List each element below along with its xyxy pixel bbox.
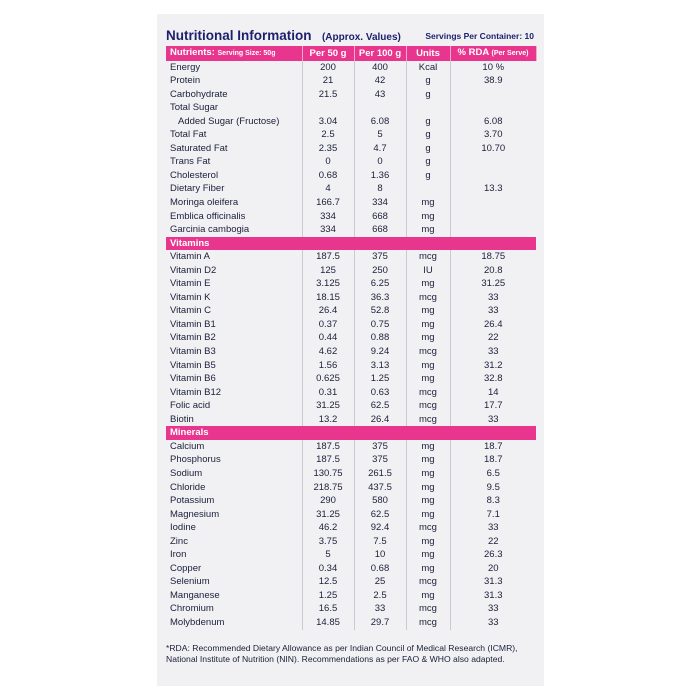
table-row bbox=[166, 250, 536, 264]
per50-value: 218.75 bbox=[302, 481, 354, 495]
table-row bbox=[166, 331, 536, 345]
unit-value: mg bbox=[406, 223, 450, 237]
table-row bbox=[166, 494, 536, 508]
header-rda-note: (Per Serve) bbox=[491, 50, 529, 57]
nutrient-name: Protein bbox=[166, 74, 302, 88]
nutrient-name: Potassium bbox=[166, 494, 302, 508]
table-row bbox=[166, 372, 536, 386]
unit-value: mg bbox=[406, 359, 450, 373]
rda-value: 22 bbox=[487, 332, 499, 344]
rda-value: 13.3 bbox=[484, 183, 503, 195]
rda-value: 38.9 bbox=[484, 75, 503, 87]
unit-value: mg bbox=[406, 453, 450, 467]
nutrient-name: Cholesterol bbox=[166, 169, 302, 183]
header-nutrients-label: Nutrients: bbox=[170, 47, 215, 58]
per50-value: 16.5 bbox=[302, 602, 354, 616]
per50-value: 0.44 bbox=[302, 331, 354, 345]
rda-value: 20 bbox=[487, 562, 499, 574]
rda-value: 33 bbox=[487, 305, 499, 317]
nutrient-name: Selenium bbox=[166, 575, 302, 589]
per50-value: 46.2 bbox=[302, 521, 354, 535]
table-row bbox=[166, 142, 536, 156]
nutrient-name: Chloride bbox=[166, 481, 302, 495]
unit-value: mg bbox=[406, 508, 450, 522]
unit-value: g bbox=[406, 169, 450, 183]
per50-value: 3.125 bbox=[302, 277, 354, 291]
nutrient-name: Trans Fat bbox=[166, 155, 302, 169]
footnote: *RDA: Recommended Dietary Allowance as per Indian Council of Medical Research (ICMR), National Institute of Nutrition (NIN). Recommendations as per FAO & WHO also adapted. bbox=[166, 643, 518, 664]
per50-value: 0.31 bbox=[302, 386, 354, 400]
per50-value: 334 bbox=[302, 223, 354, 237]
table-row bbox=[166, 589, 536, 603]
table-row bbox=[166, 264, 536, 278]
per50-value: 130.75 bbox=[302, 467, 354, 481]
unit-value: mcg bbox=[406, 250, 450, 264]
nutrient-name: Calcium bbox=[166, 440, 302, 454]
unit-value: mcg bbox=[406, 386, 450, 400]
nutrient-name: Molybdenum bbox=[166, 616, 302, 630]
nutrient-name: Vitamin B6 bbox=[166, 372, 302, 386]
rda-value: 33 bbox=[487, 616, 499, 628]
rda-value: 18.7 bbox=[484, 454, 503, 466]
unit-value bbox=[406, 182, 450, 196]
header-per100: Per 100 g bbox=[354, 46, 406, 61]
rda-value: 17.7 bbox=[484, 400, 503, 412]
per50-value: 31.25 bbox=[302, 508, 354, 522]
nutrient-name: Copper bbox=[166, 562, 302, 576]
rda-value: 31.2 bbox=[484, 359, 503, 371]
per100-value: 33 bbox=[354, 602, 406, 616]
rda-value bbox=[450, 210, 536, 224]
per100-value: 26.4 bbox=[354, 413, 406, 427]
nutrient-name: Total Fat bbox=[166, 128, 302, 142]
unit-value: mg bbox=[406, 494, 450, 508]
per50-value: 1.25 bbox=[302, 589, 354, 603]
rda-value: 10.70 bbox=[481, 142, 506, 154]
unit-value: g bbox=[406, 74, 450, 88]
table-row bbox=[166, 399, 536, 413]
nutrient-name: Vitamin B3 bbox=[166, 345, 302, 359]
per50-value: 3.75 bbox=[302, 535, 354, 549]
table-row bbox=[166, 535, 536, 549]
nutrient-name: Iodine bbox=[166, 521, 302, 535]
per50-value: 5 bbox=[302, 548, 354, 562]
rda-value: 18.7 bbox=[484, 440, 503, 452]
nutrient-name: Carbohydrate bbox=[166, 88, 302, 102]
per50-value: 125 bbox=[302, 264, 354, 278]
table-row bbox=[166, 61, 536, 75]
rda-value: 33 bbox=[487, 522, 499, 534]
per50-value: 18.15 bbox=[302, 291, 354, 305]
per100-value: 400 bbox=[354, 61, 406, 75]
unit-value: mg bbox=[406, 589, 450, 603]
nutrient-name: Energy bbox=[166, 61, 302, 75]
per100-value: 580 bbox=[354, 494, 406, 508]
table-row bbox=[166, 128, 536, 142]
per100-value bbox=[354, 101, 406, 115]
rda-value: 7.1 bbox=[486, 508, 500, 520]
per50-value: 13.2 bbox=[302, 413, 354, 427]
header-rda-label: % RDA bbox=[457, 47, 489, 58]
table-row bbox=[166, 115, 536, 129]
unit-value: mg bbox=[406, 196, 450, 210]
table-row bbox=[166, 548, 536, 562]
nutrient-name: Moringa oleifera bbox=[166, 196, 302, 210]
unit-value: mcg bbox=[406, 602, 450, 616]
rda-value bbox=[450, 88, 536, 102]
unit-value: IU bbox=[406, 264, 450, 278]
rda-value bbox=[450, 101, 536, 115]
header-serving-size: Serving Size: 50g bbox=[217, 50, 276, 57]
nutrient-name: Vitamin B12 bbox=[166, 386, 302, 400]
rda-value: 26.3 bbox=[484, 549, 503, 561]
per50-value: 21 bbox=[302, 74, 354, 88]
nutrient-name: Vitamin A bbox=[166, 250, 302, 264]
rda-value: 33 bbox=[487, 413, 499, 425]
per100-value: 668 bbox=[354, 210, 406, 224]
unit-value: mg bbox=[406, 210, 450, 224]
nutrient-name: Garcinia cambogia bbox=[166, 223, 302, 237]
per100-value: 7.5 bbox=[354, 535, 406, 549]
rda-value: 33 bbox=[487, 603, 499, 615]
unit-value: g bbox=[406, 142, 450, 156]
per100-value: 9.24 bbox=[354, 345, 406, 359]
table-row bbox=[166, 101, 536, 115]
table-header-row bbox=[166, 46, 536, 61]
per100-value: 1.25 bbox=[354, 372, 406, 386]
per50-value: 0 bbox=[302, 155, 354, 169]
unit-value: Kcal bbox=[406, 61, 450, 75]
per100-value: 0.88 bbox=[354, 331, 406, 345]
per50-value: 1.56 bbox=[302, 359, 354, 373]
unit-value bbox=[406, 101, 450, 115]
table-row bbox=[166, 562, 536, 576]
per50-value: 0.625 bbox=[302, 372, 354, 386]
nutrient-name: Zinc bbox=[166, 535, 302, 549]
header-units: Units bbox=[406, 46, 450, 61]
table-row bbox=[166, 521, 536, 535]
nutrient-name: Total Sugar bbox=[166, 101, 302, 115]
rda-value: 33 bbox=[487, 346, 499, 358]
table-row bbox=[166, 155, 536, 169]
per50-value: 166.7 bbox=[302, 196, 354, 210]
unit-value: g bbox=[406, 128, 450, 142]
per100-value: 2.5 bbox=[354, 589, 406, 603]
per50-value: 14.85 bbox=[302, 616, 354, 630]
page-subtitle: (Approx. Values) bbox=[321, 32, 401, 43]
per100-value: 52.8 bbox=[354, 304, 406, 318]
per50-value: 187.5 bbox=[302, 453, 354, 467]
per100-value: 0.75 bbox=[354, 318, 406, 332]
per100-value: 250 bbox=[354, 264, 406, 278]
header-rda bbox=[450, 46, 536, 61]
table-row bbox=[166, 182, 536, 196]
per100-value: 8 bbox=[354, 182, 406, 196]
table-row bbox=[166, 210, 536, 224]
title-row bbox=[166, 27, 536, 45]
table-row bbox=[166, 440, 536, 454]
nutrient-name: Folic acid bbox=[166, 399, 302, 413]
unit-value: mg bbox=[406, 304, 450, 318]
per100-value: 43 bbox=[354, 88, 406, 102]
unit-value: mg bbox=[406, 331, 450, 345]
table-row bbox=[166, 359, 536, 373]
nutrient-name: Added Sugar (Fructose) bbox=[166, 115, 302, 129]
per100-value: 668 bbox=[354, 223, 406, 237]
per50-value: 0.68 bbox=[302, 169, 354, 183]
rda-value: 6.08 bbox=[484, 115, 503, 127]
per100-value: 92.4 bbox=[354, 521, 406, 535]
rda-value: 33 bbox=[487, 291, 499, 303]
nutrient-name: Manganese bbox=[166, 589, 302, 603]
rda-value: 10 % bbox=[482, 61, 505, 73]
per50-value: 2.5 bbox=[302, 128, 354, 142]
rda-value: 3.70 bbox=[484, 129, 503, 141]
unit-value: mg bbox=[406, 535, 450, 549]
nutrient-name: Phosphorus bbox=[166, 453, 302, 467]
unit-value: g bbox=[406, 88, 450, 102]
per50-value: 31.25 bbox=[302, 399, 354, 413]
table-row bbox=[166, 318, 536, 332]
rda-value: 31.25 bbox=[481, 278, 506, 290]
rda-value: 26.4 bbox=[484, 318, 503, 330]
table-row bbox=[166, 169, 536, 183]
vitamins-section-header-label: Vitamins bbox=[166, 237, 536, 251]
table-row bbox=[166, 74, 536, 88]
per100-value: 1.36 bbox=[354, 169, 406, 183]
nutrient-name: Chromium bbox=[166, 602, 302, 616]
unit-value: g bbox=[406, 155, 450, 169]
per100-value: 29.7 bbox=[354, 616, 406, 630]
per100-value: 6.08 bbox=[354, 115, 406, 129]
per50-value: 290 bbox=[302, 494, 354, 508]
rda-value bbox=[450, 223, 536, 237]
unit-value: mg bbox=[406, 481, 450, 495]
per50-value bbox=[302, 101, 354, 115]
nutrient-name: Saturated Fat bbox=[166, 142, 302, 156]
rda-value: 18.75 bbox=[481, 251, 506, 263]
unit-value: mg bbox=[406, 467, 450, 481]
per100-value: 0 bbox=[354, 155, 406, 169]
per50-value: 26.4 bbox=[302, 304, 354, 318]
rda-value: 6.5 bbox=[486, 467, 500, 479]
table-row bbox=[166, 508, 536, 522]
nutrition-table bbox=[166, 46, 537, 630]
nutrient-name: Vitamin E bbox=[166, 277, 302, 291]
table-row bbox=[166, 602, 536, 616]
unit-value: mcg bbox=[406, 291, 450, 305]
per100-value: 62.5 bbox=[354, 399, 406, 413]
nutrient-name: Magnesium bbox=[166, 508, 302, 522]
header-per50: Per 50 g bbox=[302, 46, 354, 61]
unit-value: mcg bbox=[406, 521, 450, 535]
per100-value: 375 bbox=[354, 250, 406, 264]
per50-value: 200 bbox=[302, 61, 354, 75]
unit-value: mg bbox=[406, 548, 450, 562]
page-title: Nutritional Information bbox=[166, 28, 312, 43]
unit-value: mcg bbox=[406, 413, 450, 427]
nutrient-name: Sodium bbox=[166, 467, 302, 481]
per50-value: 334 bbox=[302, 210, 354, 224]
minerals-section-header-label: Minerals bbox=[166, 426, 536, 440]
rda-value: 14 bbox=[487, 386, 499, 398]
unit-value: g bbox=[406, 115, 450, 129]
nutrient-name: Vitamin B2 bbox=[166, 331, 302, 345]
table-row bbox=[166, 453, 536, 467]
nutrient-name: Vitamin B1 bbox=[166, 318, 302, 332]
per50-value: 187.5 bbox=[302, 440, 354, 454]
unit-value: mcg bbox=[406, 575, 450, 589]
rda-value: 22 bbox=[487, 535, 499, 547]
unit-value: mg bbox=[406, 562, 450, 576]
nutrient-name: Vitamin C bbox=[166, 304, 302, 318]
nutrient-name: Emblica officinalis bbox=[166, 210, 302, 224]
table-row bbox=[166, 88, 536, 102]
nutrient-name: Biotin bbox=[166, 413, 302, 427]
table-row bbox=[166, 304, 536, 318]
per100-value: 0.63 bbox=[354, 386, 406, 400]
table-row bbox=[166, 291, 536, 305]
per50-value: 21.5 bbox=[302, 88, 354, 102]
table-row bbox=[166, 196, 536, 210]
per100-value: 36.3 bbox=[354, 291, 406, 305]
servings-per-container: Servings Per Container: 10 bbox=[425, 31, 534, 41]
per50-value: 4 bbox=[302, 182, 354, 196]
per100-value: 261.5 bbox=[354, 467, 406, 481]
per50-value: 2.35 bbox=[302, 142, 354, 156]
per100-value: 25 bbox=[354, 575, 406, 589]
table-row bbox=[166, 575, 536, 589]
nutrient-name: Iron bbox=[166, 548, 302, 562]
unit-value: mg bbox=[406, 372, 450, 386]
per100-value: 375 bbox=[354, 440, 406, 454]
table-row bbox=[166, 223, 536, 237]
nutrient-name: Vitamin B5 bbox=[166, 359, 302, 373]
rda-value: 20.8 bbox=[484, 264, 503, 276]
unit-value: mg bbox=[406, 318, 450, 332]
table-row bbox=[166, 467, 536, 481]
per50-value: 4.62 bbox=[302, 345, 354, 359]
unit-value: mcg bbox=[406, 399, 450, 413]
per50-value: 0.37 bbox=[302, 318, 354, 332]
minerals-section-header bbox=[166, 426, 536, 440]
unit-value: mcg bbox=[406, 345, 450, 359]
per100-value: 62.5 bbox=[354, 508, 406, 522]
table-row bbox=[166, 413, 536, 427]
table-row bbox=[166, 345, 536, 359]
table-row bbox=[166, 481, 536, 495]
table-row bbox=[166, 616, 536, 630]
rda-value: 31.3 bbox=[484, 589, 503, 601]
per50-value: 12.5 bbox=[302, 575, 354, 589]
nutrient-name: Dietary Fiber bbox=[166, 182, 302, 196]
rda-value bbox=[450, 169, 536, 183]
nutrient-name: Vitamin K bbox=[166, 291, 302, 305]
table-row bbox=[166, 386, 536, 400]
per100-value: 6.25 bbox=[354, 277, 406, 291]
per100-value: 437.5 bbox=[354, 481, 406, 495]
per50-value: 187.5 bbox=[302, 250, 354, 264]
rda-value: 31.3 bbox=[484, 576, 503, 588]
per50-value: 0.34 bbox=[302, 562, 354, 576]
rda-value: 32.8 bbox=[484, 373, 503, 385]
vitamins-section-header bbox=[166, 237, 536, 251]
unit-value: mg bbox=[406, 277, 450, 291]
per100-value: 334 bbox=[354, 196, 406, 210]
unit-value: mcg bbox=[406, 616, 450, 630]
unit-value: mg bbox=[406, 440, 450, 454]
rda-value bbox=[450, 155, 536, 169]
per100-value: 375 bbox=[354, 453, 406, 467]
rda-value: 8.3 bbox=[486, 495, 500, 507]
per100-value: 5 bbox=[354, 128, 406, 142]
nutrient-name: Vitamin D2 bbox=[166, 264, 302, 278]
table-row bbox=[166, 277, 536, 291]
per100-value: 0.68 bbox=[354, 562, 406, 576]
rda-value: 9.5 bbox=[486, 481, 500, 493]
per50-value: 3.04 bbox=[302, 115, 354, 129]
per100-value: 4.7 bbox=[354, 142, 406, 156]
per100-value: 3.13 bbox=[354, 359, 406, 373]
header-nutrients bbox=[166, 46, 302, 61]
per100-value: 42 bbox=[354, 74, 406, 88]
per100-value: 10 bbox=[354, 548, 406, 562]
rda-value bbox=[450, 196, 536, 210]
